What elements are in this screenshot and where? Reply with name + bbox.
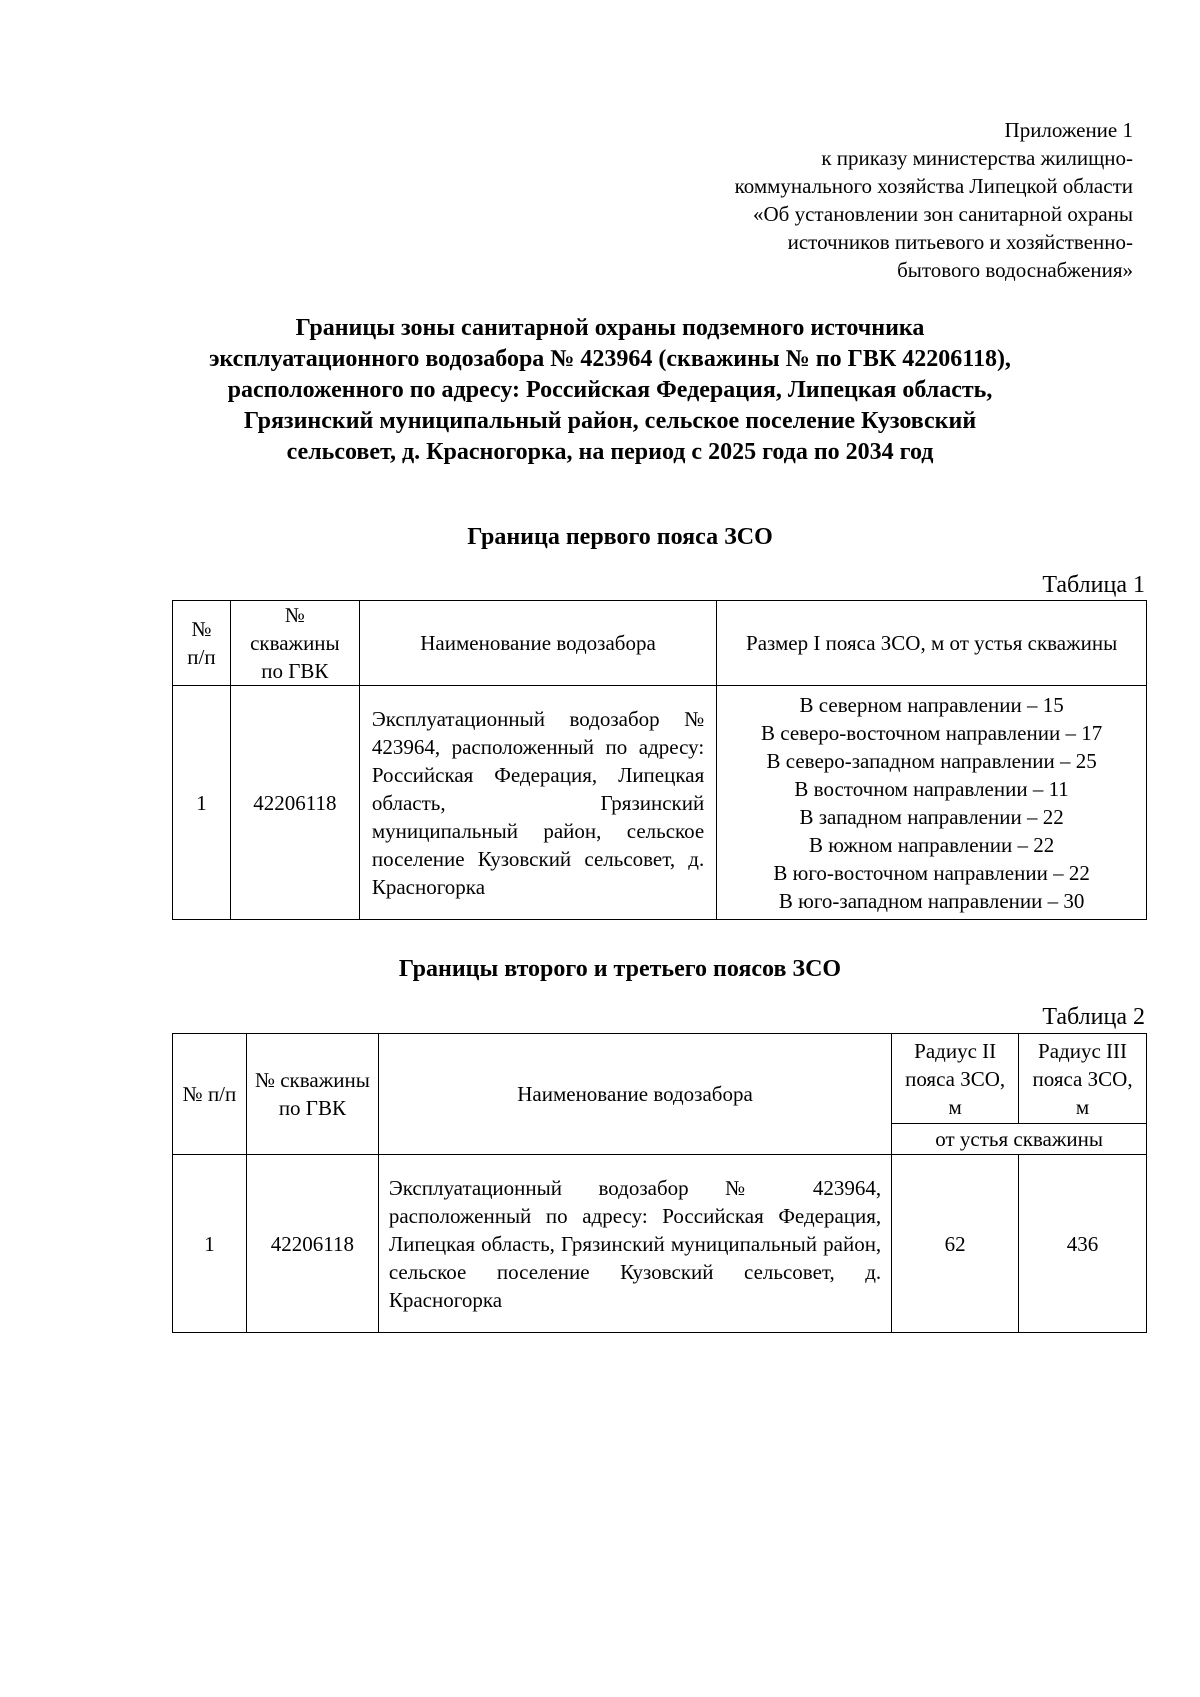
header-radius2: Радиус II пояса ЗСО, м <box>892 1034 1019 1124</box>
table-row <box>173 686 1147 920</box>
header-name: Наименование водозабора <box>359 601 716 686</box>
cell-well: 42206118 <box>230 686 359 920</box>
appendix-line: «Об установлении зон санитарной охраны <box>753 202 1133 226</box>
appendix-line: бытового водоснабжения» <box>897 258 1133 282</box>
cell-name: Эксплуатационный водозабор № 423964, расположенный по адресу: Российская Федерация, Липецкая область, Грязинский муниципальный район, сельское поселение Кузовский сельсовет, д. Красногорка <box>359 686 716 920</box>
appendix-header <box>573 116 1133 284</box>
cell-num: 1 <box>173 1155 247 1333</box>
header-num: № п/п <box>173 1034 247 1155</box>
direction-item: В северном направлении – 15 <box>799 692 1064 717</box>
table-row <box>173 1155 1147 1333</box>
header-num: № п/п <box>173 601 231 686</box>
header-size <box>717 601 1147 686</box>
direction-item: В южном направлении – 22 <box>808 832 1055 857</box>
table-first-belt <box>172 600 1147 920</box>
title-line: Грязинский муниципальный район, сельское поселение Кузовский <box>243 408 977 434</box>
direction-item: В северо-западном направлении – 25 <box>766 748 1097 773</box>
cell-directions <box>717 686 1147 920</box>
document-title <box>150 313 1070 468</box>
header-from-wellhead: от устья скважины <box>892 1124 1147 1155</box>
table-second-third-belt <box>172 1033 1147 1333</box>
header-well: № скважины по ГВК <box>230 601 359 686</box>
header-radius3: Радиус III пояса ЗСО, м <box>1019 1034 1147 1124</box>
header-well: № скважины по ГВК <box>246 1034 378 1155</box>
direction-item: В юго-восточном направлении – 22 <box>773 860 1090 885</box>
cell-num: 1 <box>173 686 231 920</box>
direction-item: В восточном направлении – 11 <box>794 776 1069 801</box>
table1-header-row <box>173 601 1147 686</box>
cell-radius2: 62 <box>892 1155 1019 1333</box>
cell-name: Эксплуатационный водозабор № 423964, расположенный по адресу: Российская Федерация, Липецкая область, Грязинский муниципальный район, сельское поселение Кузовский сельсовет, д. Красногорка <box>378 1155 891 1333</box>
section2-title: Границы второго и третьего поясов ЗСО <box>398 956 842 982</box>
header-name: Наименование водозабора <box>378 1034 891 1155</box>
title-line: эксплуатационного водозабора № 423964 (скважины № по ГВК 42206118), <box>209 346 1011 372</box>
direction-item: В северо-восточном направлении – 17 <box>761 720 1103 745</box>
cell-radius3: 436 <box>1019 1155 1147 1333</box>
appendix-line: источников питьевого и хозяйственно- <box>787 230 1133 254</box>
appendix-line: Приложение 1 <box>1004 118 1133 142</box>
header-size-text: Размер I пояса ЗСО, м от устья скважины <box>746 631 1118 655</box>
title-line: расположенного по адресу: Российская Федерация, Липецкая область, <box>227 377 993 403</box>
direction-item: В юго-западном направлении – 30 <box>778 888 1085 913</box>
title-line: сельсовет, д. Красногорка, на период с 2025 года по 2034 год <box>286 439 934 465</box>
table2-header-row <box>173 1034 1147 1124</box>
table2-label: Таблица 2 <box>1042 1004 1145 1030</box>
direction-item: В западном направлении – 22 <box>799 804 1064 829</box>
table1-label: Таблица 1 <box>1042 572 1145 598</box>
section1-title: Граница первого пояса ЗСО <box>467 524 773 550</box>
appendix-line: к приказу министерства жилищно- <box>821 146 1133 170</box>
cell-well: 42206118 <box>246 1155 378 1333</box>
title-line: Границы зоны санитарной охраны подземного источника <box>295 315 925 341</box>
appendix-line: коммунального хозяйства Липецкой области <box>734 174 1133 198</box>
